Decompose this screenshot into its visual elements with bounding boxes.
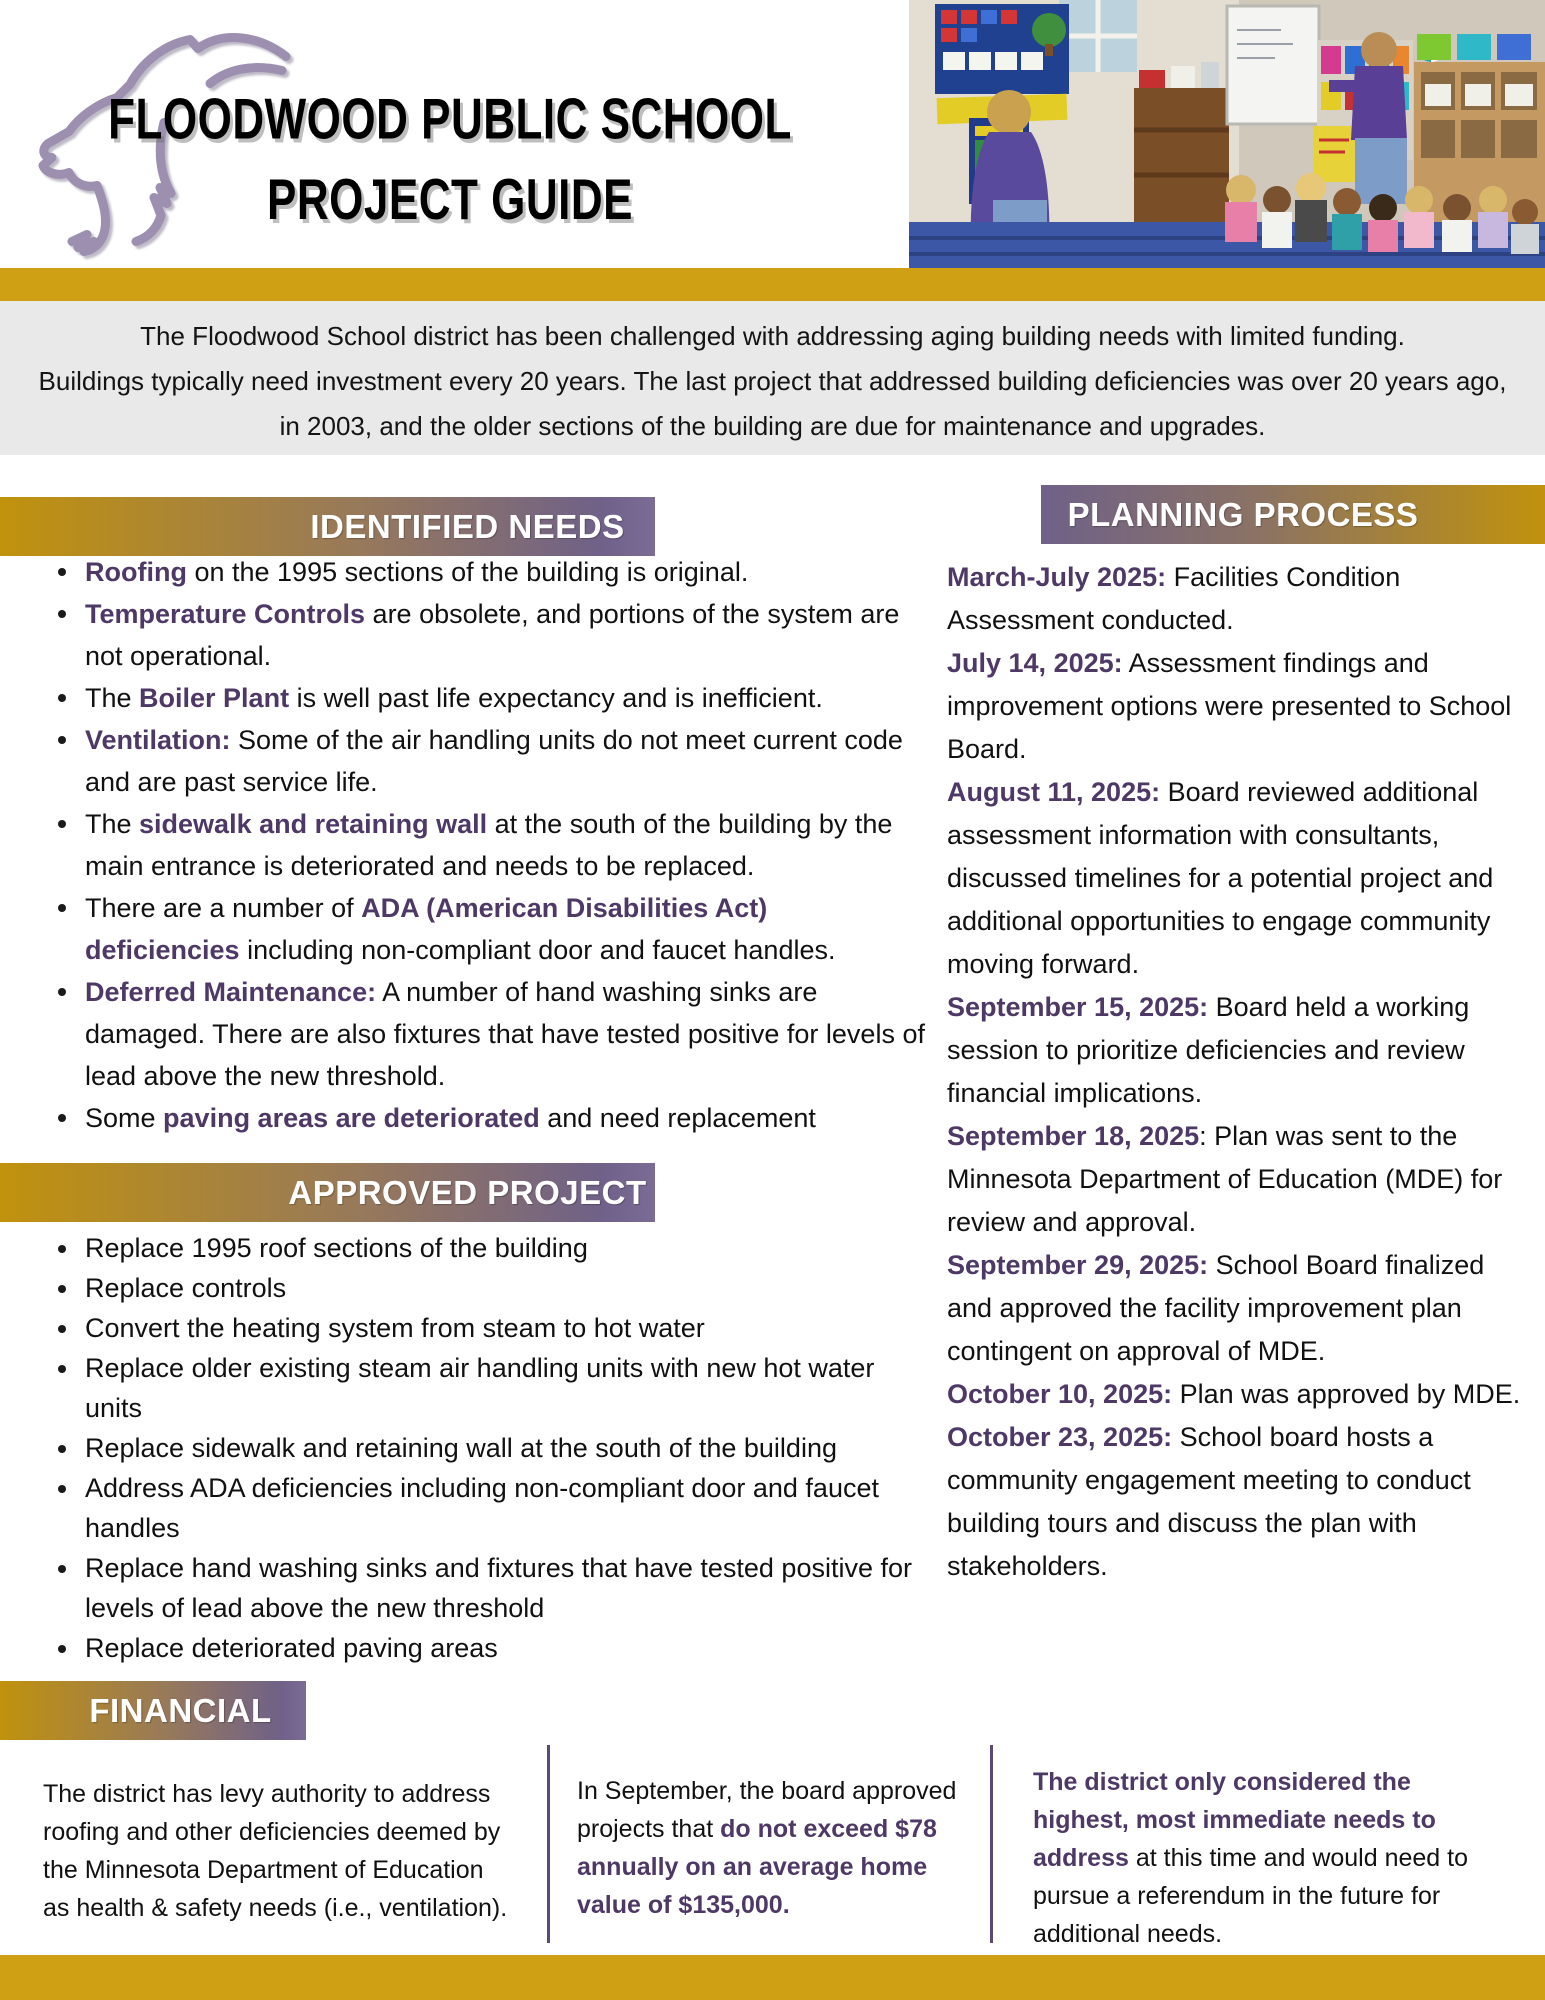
timeline-date: October 10, 2025: <box>947 1379 1173 1409</box>
plain-text: Replace 1995 roof sections of the building <box>85 1233 588 1263</box>
text-line <box>0 314 1545 359</box>
emphasis-text: The district only considered the <box>1033 1768 1411 1796</box>
text-line <box>1033 1877 1511 1915</box>
timeline-date: September 29, 2025: <box>947 1250 1209 1280</box>
plain-text: The <box>85 683 140 713</box>
list-item <box>85 551 925 593</box>
financial-header <box>0 1681 306 1740</box>
emphasis-text: do not exceed $78 <box>720 1815 937 1843</box>
text-line <box>1033 1763 1511 1801</box>
page-title-line2: PROJECT GUIDE <box>267 168 633 233</box>
plain-text: Some of the air handling units do not meet current code and are past service life. <box>85 725 903 797</box>
financial-divider-left <box>547 1745 550 1943</box>
planning-process-title: PLANNING PROCESS <box>1067 495 1419 533</box>
list-item <box>85 1428 925 1468</box>
emphasis-text: ADA (American Disabilities Act) deficiencies <box>85 893 768 965</box>
timeline-date: August 11, 2025: <box>947 777 1161 807</box>
timeline-text: : Plan was sent to the Minnesota Department of Education (MDE) for review and approval. <box>947 1121 1503 1237</box>
identified-needs-title: IDENTIFIED NEEDS <box>310 507 625 545</box>
plain-text: Replace controls <box>85 1273 287 1303</box>
plain-text: Address ADA deficiencies including non-compliant door and faucet handles <box>85 1473 879 1543</box>
plain-text: at this time and would need to <box>1128 1844 1468 1872</box>
text-line <box>1033 1839 1511 1877</box>
list-item <box>85 1097 925 1139</box>
timeline-text: Assessment findings and improvement options were presented to School Board. <box>947 648 1512 764</box>
timeline-event <box>947 642 1525 771</box>
list-item <box>85 1468 925 1548</box>
approved-project-title: APPROVED PROJECT <box>288 1173 647 1211</box>
plain-text: in 2003, and the older sections of the building are due for maintenance and upgrades. <box>279 411 1266 441</box>
plain-text: The <box>85 809 140 839</box>
timeline-event <box>947 1416 1525 1588</box>
approved-project-list <box>85 1228 925 1668</box>
gold-divider-bar-top <box>0 268 1545 301</box>
list-item <box>85 1228 925 1268</box>
list-item <box>85 593 925 677</box>
timeline-date: October 23, 2025: <box>947 1422 1173 1452</box>
approved-project-header <box>0 1163 655 1222</box>
list-item <box>85 1308 925 1348</box>
plain-text: In September, the board approved <box>577 1777 957 1805</box>
text-line <box>43 1813 543 1851</box>
list-item <box>85 1548 925 1628</box>
text-line <box>43 1851 543 1889</box>
financial-column-tax-impact <box>577 1772 977 1924</box>
timeline-date: September 15, 2025: <box>947 992 1209 1022</box>
identified-needs-header <box>0 497 655 556</box>
plain-text: including non-compliant door and faucet handles. <box>239 935 836 965</box>
identified-needs-list <box>85 551 925 1139</box>
plain-text: projects that <box>577 1815 721 1843</box>
plain-text: the Minnesota Department of Education <box>43 1856 484 1884</box>
plain-text: are obsolete, and portions of the system are not operational. <box>85 599 900 671</box>
emphasis-text: address <box>1033 1844 1129 1872</box>
timeline-event <box>947 556 1525 642</box>
plain-text: Replace older existing steam air handling units with new hot water units <box>85 1353 875 1423</box>
emphasis-text: annually on an average home <box>577 1853 928 1881</box>
plain-text: at the south of the building by the main entrance is deteriorated and needs to be replaced. <box>85 809 893 881</box>
page-title-line1: FLOODWOOD PUBLIC SCHOOL <box>108 87 792 152</box>
emphasis-text: paving areas are deteriorated <box>163 1103 540 1133</box>
timeline-event <box>947 771 1525 986</box>
emphasis-text: Roofing <box>85 557 187 587</box>
timeline-date: July 14, 2025: <box>947 648 1123 678</box>
list-item <box>85 971 925 1097</box>
text-line <box>1033 1915 1511 1953</box>
text-line <box>577 1886 977 1924</box>
emphasis-text: value of $135,000. <box>577 1891 790 1919</box>
intro-paragraph <box>0 301 1545 455</box>
plain-text: The district has levy authority to address <box>43 1780 491 1808</box>
plain-text: Replace hand washing sinks and fixtures that have tested positive for levels of lead above the new threshold <box>85 1553 912 1623</box>
text-line <box>43 1889 543 1927</box>
page-title <box>55 80 845 241</box>
plain-text: as health & safety needs (i.e., ventilation). <box>43 1894 508 1922</box>
timeline-event <box>947 1244 1525 1373</box>
financial-divider-right <box>990 1745 993 1943</box>
emphasis-text: Temperature Controls <box>85 599 366 629</box>
plain-text: on the 1995 sections of the building is original. <box>186 557 749 587</box>
plain-text: additional needs. <box>1033 1920 1223 1948</box>
text-line <box>0 359 1545 404</box>
text-line <box>43 1775 543 1813</box>
text-line <box>0 404 1545 449</box>
plain-text: pursue a referendum in the future for <box>1033 1882 1441 1910</box>
list-item <box>85 719 925 803</box>
plain-text: Replace sidewalk and retaining wall at the south of the building <box>85 1433 837 1463</box>
timeline-date: March-July 2025: <box>947 562 1167 592</box>
timeline-text: Facilities Condition Assessment conducted. <box>947 562 1401 635</box>
timeline-text: School Board finalized and approved the facility improvement plan contingent on approval of MDE. <box>947 1250 1485 1366</box>
emphasis-text: Ventilation: <box>85 725 231 755</box>
list-item <box>85 1628 925 1668</box>
plain-text: and need replacement <box>539 1103 816 1133</box>
emphasis-text: Deferred Maintenance: <box>85 977 377 1007</box>
plain-text: There are a number of <box>85 893 362 923</box>
timeline-text: Plan was approved by MDE. <box>1172 1379 1521 1409</box>
text-line <box>577 1848 977 1886</box>
list-item <box>85 677 925 719</box>
timeline-text: Board held a working session to prioritize deficiencies and review financial implications. <box>947 992 1470 1108</box>
planning-timeline <box>947 556 1525 1588</box>
plain-text: A number of hand washing sinks are damaged. There are also fixtures that have tested positive for levels of lead above the new threshold. <box>85 977 925 1091</box>
plain-text: is well past life expectancy and is inefficient. <box>289 683 823 713</box>
classroom-photo-illustration <box>909 0 1545 268</box>
emphasis-text: sidewalk and retaining wall <box>139 809 488 839</box>
list-item <box>85 1268 925 1308</box>
plain-text: The Floodwood School district has been challenged with addressing aging building needs with limited funding. <box>140 321 1405 351</box>
timeline-text: School board hosts a community engagement meeting to conduct building tours and discuss the plan with stakeholders. <box>947 1422 1471 1581</box>
list-item <box>85 1348 925 1428</box>
plain-text: roofing and other deficiencies deemed by <box>43 1818 501 1846</box>
plain-text: Convert the heating system from steam to hot water <box>85 1313 705 1343</box>
emphasis-text: Boiler Plant <box>139 683 290 713</box>
financial-column-scope-note <box>1033 1763 1511 1953</box>
emphasis-text: highest, most immediate needs to <box>1033 1806 1436 1834</box>
list-item <box>85 887 925 971</box>
timeline-event <box>947 1115 1525 1244</box>
list-item <box>85 803 925 887</box>
classroom-photo <box>909 0 1545 268</box>
text-line <box>577 1772 977 1810</box>
plain-text: Some <box>85 1103 164 1133</box>
plain-text: Replace deteriorated paving areas <box>85 1633 498 1663</box>
timeline-event <box>947 986 1525 1115</box>
text-line <box>577 1810 977 1848</box>
timeline-date: September 18, 2025 <box>947 1121 1200 1151</box>
gold-divider-bar-bottom <box>0 1955 1545 2000</box>
plain-text: Buildings typically need investment every 20 years. The last project that addressed building deficiencies was over 20 years ago, <box>38 366 1507 396</box>
planning-process-header <box>1041 485 1545 544</box>
timeline-event <box>947 1373 1525 1416</box>
text-line <box>1033 1801 1511 1839</box>
financial-column-levy-authority <box>43 1775 543 1927</box>
timeline-text: Board reviewed additional assessment information with consultants, discussed timelines for a potential project and additional opportunities to engage community moving forward. <box>947 777 1494 979</box>
financial-title: FINANCIAL <box>89 1691 272 1729</box>
